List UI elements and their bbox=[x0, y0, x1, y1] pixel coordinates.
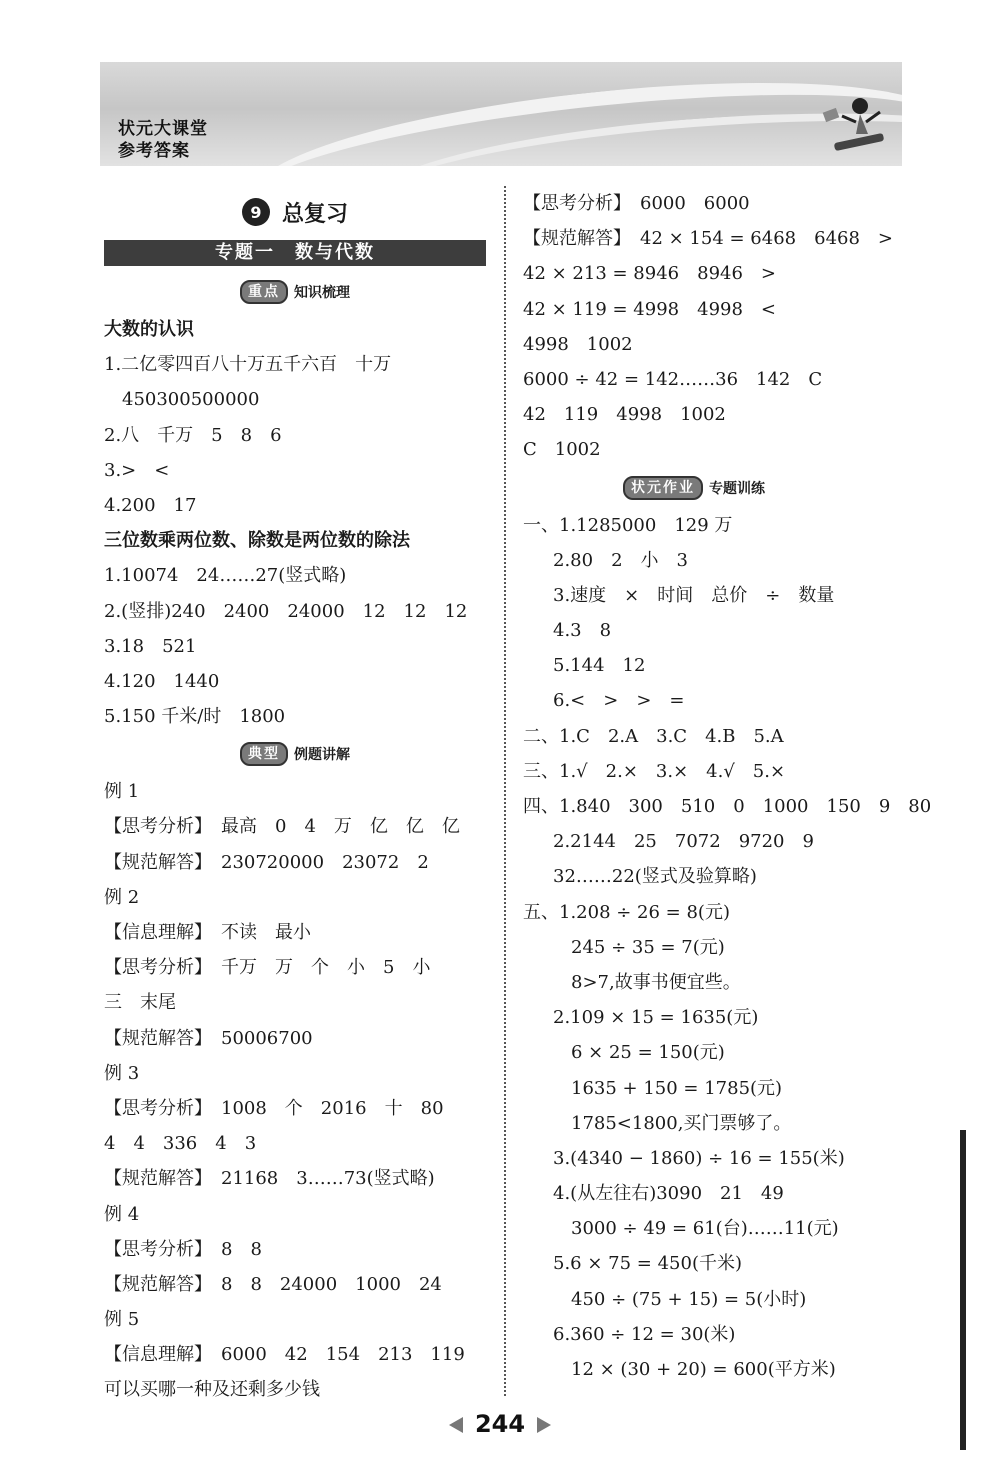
section-label: 例题讲解 bbox=[294, 747, 350, 764]
answer-line: 【规范解答】 21168 3……73(竖式略) bbox=[104, 1168, 435, 1190]
answer-line: 450300500000 bbox=[122, 389, 260, 411]
mascot-icon bbox=[820, 92, 890, 162]
answer-line: 6.360 ÷ 12 = 30(米) bbox=[553, 1323, 736, 1345]
answer-line: 例 2 bbox=[104, 886, 140, 908]
chapter-number: 9 bbox=[242, 198, 270, 226]
answer-line: 1635 + 150 = 1785(元) bbox=[571, 1077, 783, 1099]
answer-line: 例 4 bbox=[104, 1203, 140, 1225]
answer-line: 4.(从左往右)3090 21 49 bbox=[553, 1183, 784, 1205]
answer-line: 4.120 1440 bbox=[104, 670, 220, 692]
section-badge: 典型 bbox=[240, 742, 288, 766]
answer-line: 42 × 119 = 4998 4998 < bbox=[523, 298, 777, 320]
header-banner bbox=[100, 62, 902, 166]
answer-line: 1.二亿零四百八十万五千六百 十万 bbox=[104, 354, 392, 376]
training-lines bbox=[523, 508, 932, 1388]
answer-line: 42 × 213 = 8946 8946 > bbox=[523, 263, 777, 285]
answer-line: 2.八 千万 5 8 6 bbox=[104, 424, 282, 446]
section-heading-examples bbox=[104, 734, 486, 774]
prev-arrow-icon bbox=[449, 1417, 463, 1433]
answer-line: 3.> < bbox=[104, 459, 170, 481]
left-column bbox=[104, 186, 486, 1408]
answer-line: 【信息理解】 6000 42 154 213 119 bbox=[104, 1344, 465, 1366]
answer-line: 【规范解答】 42 × 154 = 6468 6468 > bbox=[523, 228, 894, 250]
answer-line: 2.80 2 小 3 bbox=[553, 549, 688, 571]
knowledge-lines bbox=[104, 312, 486, 734]
section-label: 知识梳理 bbox=[294, 285, 350, 301]
section-label: 专题训练 bbox=[709, 480, 765, 497]
answer-line: 450 ÷ (75 + 15) = 5(小时) bbox=[571, 1288, 807, 1310]
answer-line: 42 119 4998 1002 bbox=[523, 404, 726, 426]
answer-line: 【规范解答】 230720000 23072 2 bbox=[104, 851, 429, 873]
answer-line: 例 1 bbox=[104, 781, 140, 803]
example-continued-lines bbox=[523, 186, 923, 468]
answer-line: 例 5 bbox=[104, 1309, 140, 1331]
banner-title bbox=[118, 118, 208, 162]
answer-line: 6000 ÷ 42 = 142……36 142 C bbox=[523, 368, 823, 390]
answer-line: 4 4 336 4 3 bbox=[104, 1133, 257, 1155]
answer-line: 可以买哪一种及还剩多少钱 bbox=[104, 1379, 320, 1401]
answer-line: 【思考分析】 1008 个 2016 十 80 bbox=[104, 1097, 444, 1119]
answer-line: 二、1.C 2.A 3.C 4.B 5.A bbox=[523, 725, 784, 747]
answer-line: 【规范解答】 8 8 24000 1000 24 bbox=[104, 1273, 442, 1295]
section-badge: 状元作业 bbox=[623, 476, 703, 500]
answer-line: 3.(4340 − 1860) ÷ 16 = 155(米) bbox=[553, 1147, 845, 1169]
page-number bbox=[0, 1410, 1000, 1438]
page-number-text: 244 bbox=[474, 1410, 526, 1438]
answer-line: C 1002 bbox=[523, 439, 601, 461]
section-heading-knowledge bbox=[104, 272, 486, 312]
scan-edge-bar bbox=[960, 1130, 966, 1450]
chapter-title: 总复习 bbox=[281, 201, 348, 227]
example-lines bbox=[104, 774, 486, 1407]
answer-line: 【思考分析】 千万 万 个 小 5 小 bbox=[104, 957, 431, 979]
answer-line: 2.109 × 15 = 1635(元) bbox=[553, 1007, 759, 1029]
column-divider bbox=[504, 186, 506, 1396]
right-column bbox=[523, 186, 932, 1387]
answer-line: 5.150 千米/时 1800 bbox=[104, 706, 286, 728]
answer-line: 三位数乘两位数、除数是两位数的除法 bbox=[104, 530, 410, 552]
answer-line: 三、1.√ 2.× 3.× 4.√ 5.× bbox=[523, 760, 786, 782]
answer-line: 4998 1002 bbox=[523, 333, 633, 355]
answer-line: 3.速度 × 时间 总价 ÷ 数量 bbox=[553, 584, 835, 606]
answer-line: 1785<1800,买门票够了。 bbox=[571, 1112, 792, 1134]
answer-line: 4.3 8 bbox=[553, 620, 612, 642]
answer-line: 3.18 521 bbox=[104, 635, 197, 657]
answer-line: 4.200 17 bbox=[104, 494, 197, 516]
answer-line: 5.6 × 75 = 450(千米) bbox=[553, 1253, 742, 1275]
answer-line: 【思考分析】 8 8 bbox=[104, 1238, 262, 1260]
answer-line: 245 ÷ 35 = 7(元) bbox=[571, 936, 725, 958]
section-badge: 重点 bbox=[240, 280, 288, 304]
answer-line: 【规范解答】 50006700 bbox=[104, 1027, 313, 1049]
answer-line: 2.(竖排)240 2400 24000 12 12 12 bbox=[104, 600, 468, 622]
answer-line: 5.144 12 bbox=[553, 655, 646, 677]
answer-line: 6.< > > = bbox=[553, 690, 685, 712]
answer-line: 【思考分析】 最高 0 4 万 亿 亿 亿 bbox=[104, 816, 460, 838]
answer-line: 三 末尾 bbox=[104, 992, 176, 1014]
answer-line: 3000 ÷ 49 = 61(台)……11(元) bbox=[571, 1218, 839, 1240]
answer-line: 例 3 bbox=[104, 1062, 140, 1084]
answer-line: 6 × 25 = 150(元) bbox=[571, 1042, 725, 1064]
answer-line: 大数的认识 bbox=[104, 319, 194, 340]
banner-title-line2: 参考答案 bbox=[118, 141, 190, 161]
answer-line: 1.10074 24……27(竖式略) bbox=[104, 565, 347, 587]
answer-line: 一、1.1285000 129 万 bbox=[523, 514, 733, 536]
answer-line: 五、1.208 ÷ 26 = 8(元) bbox=[523, 901, 730, 923]
answer-line: 8>7,故事书便宜些。 bbox=[571, 971, 741, 993]
answer-line: 32……22(竖式及验算略) bbox=[553, 866, 757, 888]
section-heading-training bbox=[523, 468, 923, 508]
topic-bar: 专题一 数与代数 bbox=[104, 240, 486, 266]
next-arrow-icon bbox=[537, 1417, 551, 1433]
answer-line: 12 × (30 + 20) = 600(平方米) bbox=[571, 1359, 836, 1380]
answer-line: 2.2144 25 7072 9720 9 bbox=[553, 831, 814, 853]
answer-line: 四、1.840 300 510 0 1000 150 9 80 bbox=[523, 796, 932, 817]
answer-line: 【思考分析】 6000 6000 bbox=[523, 193, 750, 214]
chapter-heading bbox=[104, 186, 486, 238]
banner-title-line1: 状元大课堂 bbox=[118, 119, 208, 139]
answer-line: 【信息理解】 不读 最小 bbox=[104, 922, 311, 943]
